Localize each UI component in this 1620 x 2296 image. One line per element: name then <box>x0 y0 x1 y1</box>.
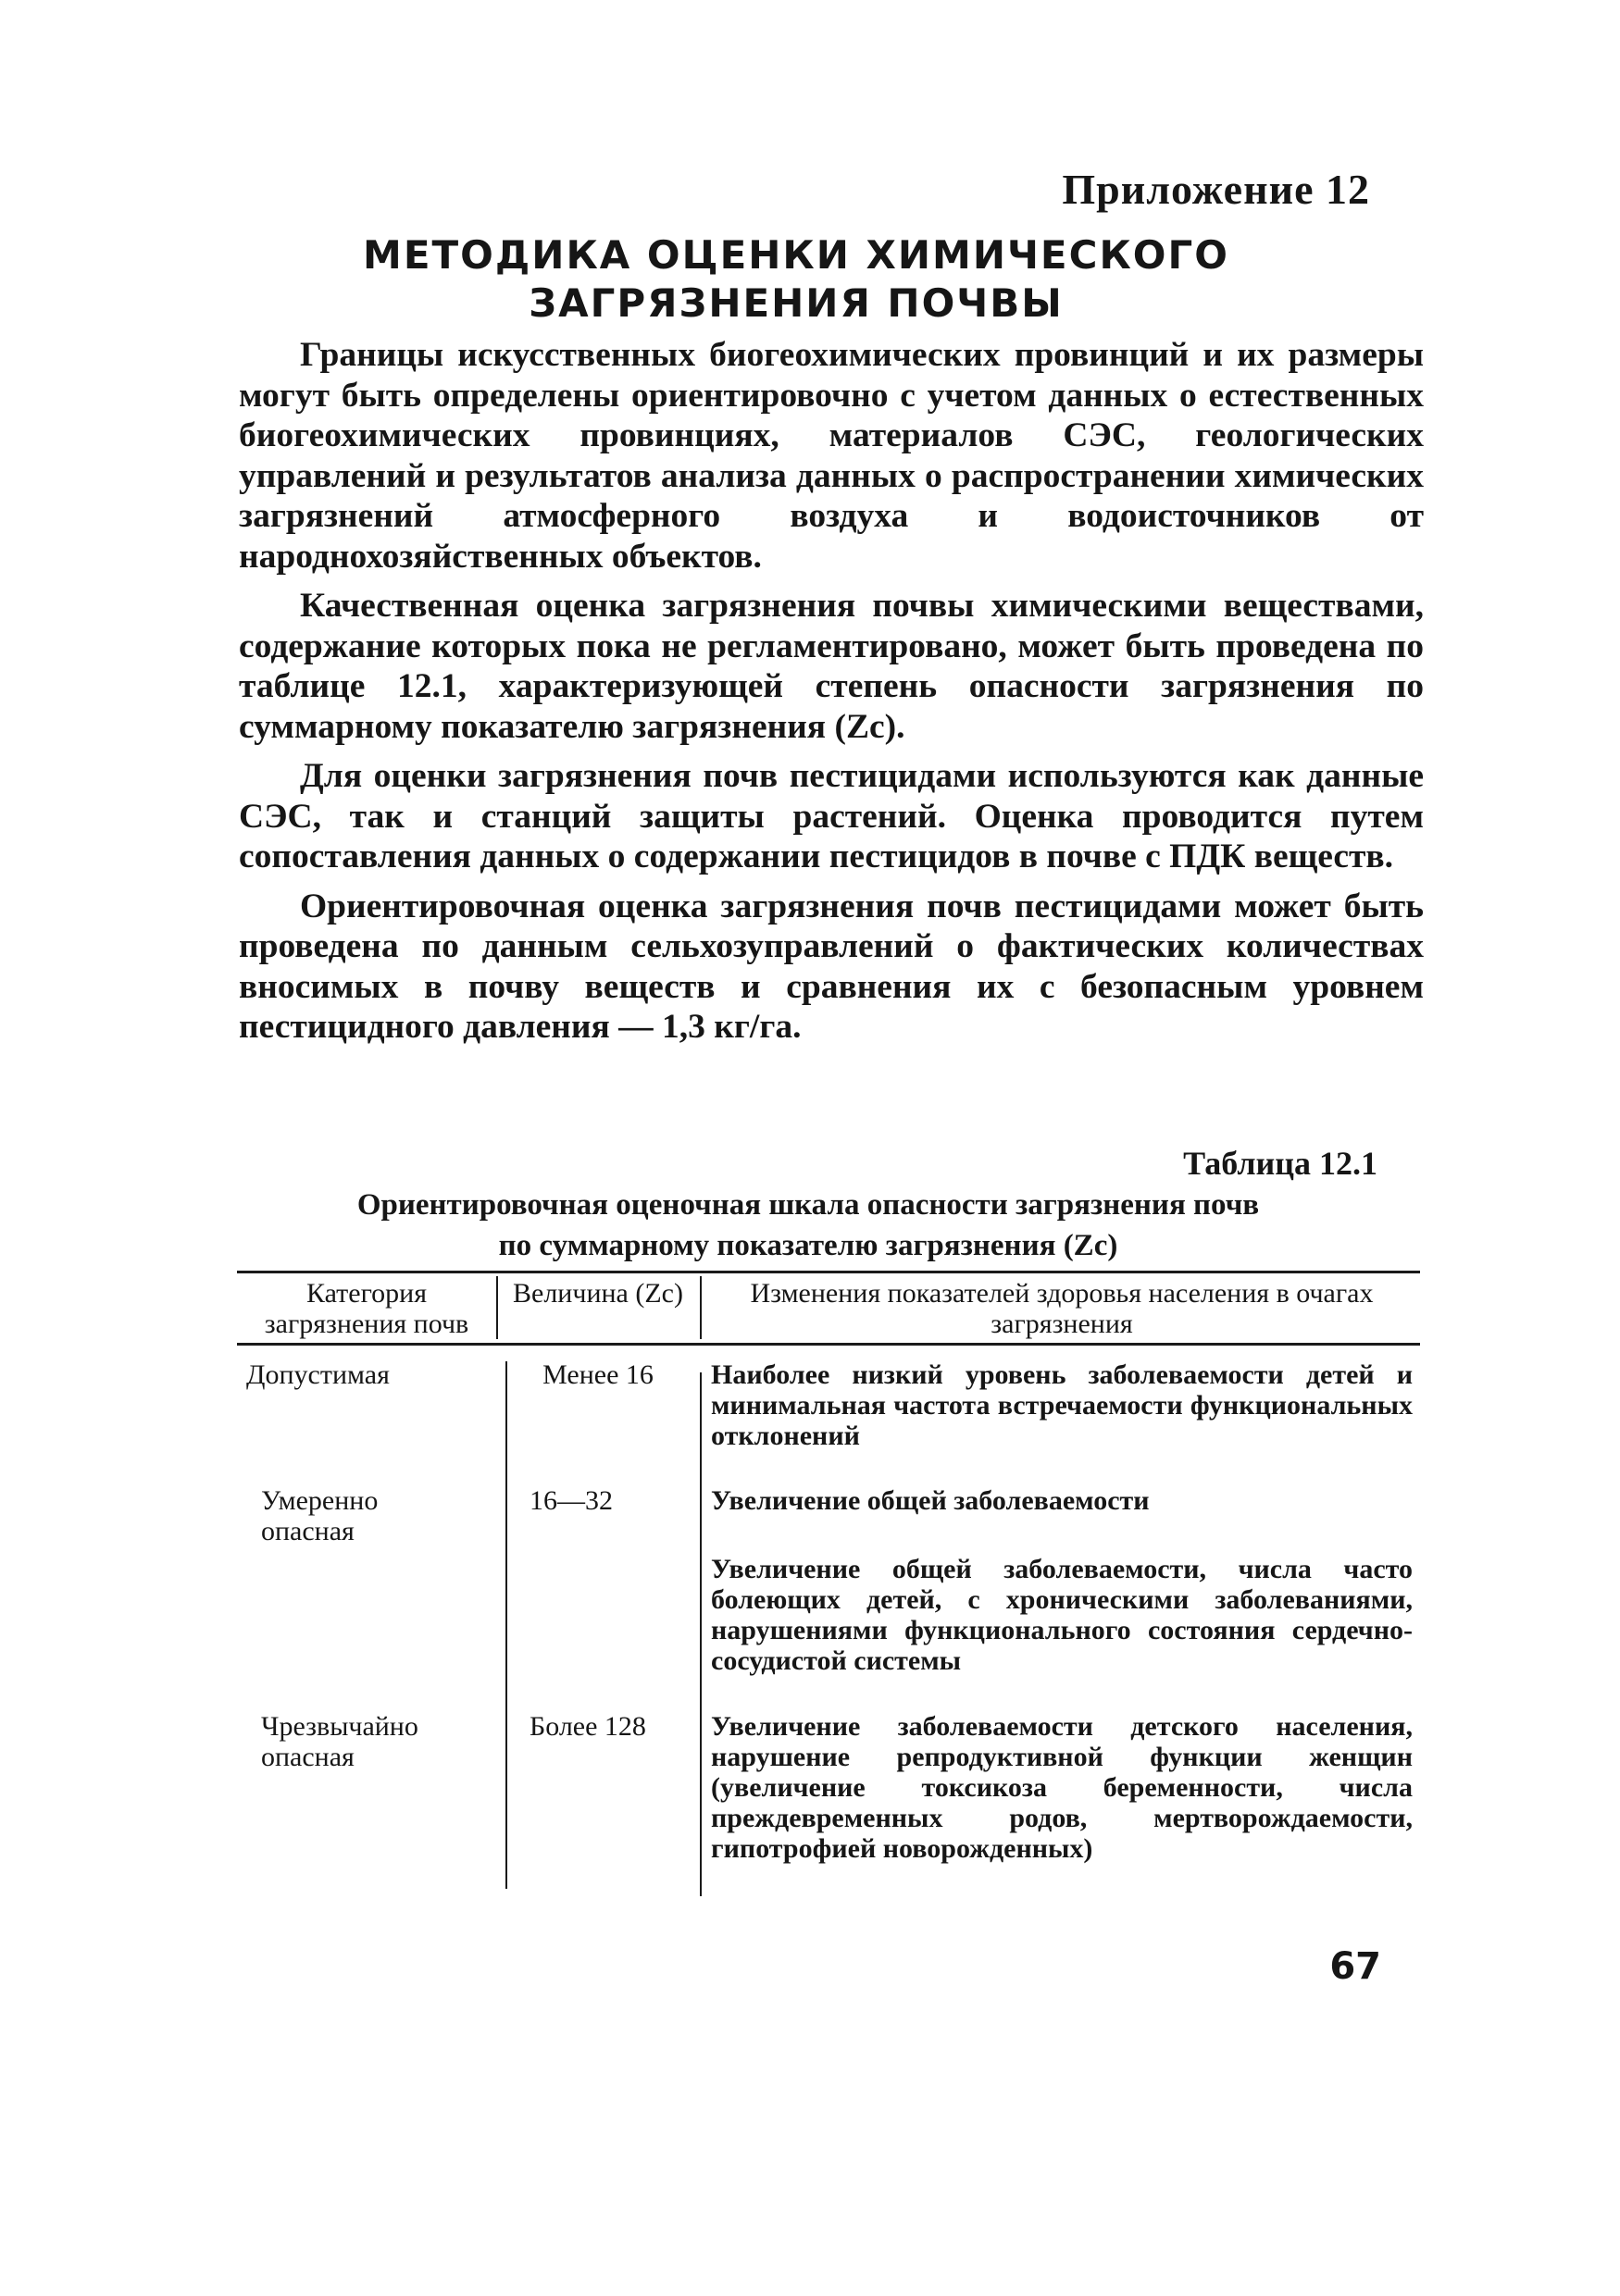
row-3-change: Увеличение общей заболеваемости, числа часто болеющих детей, с хроническими заболеваниями, нарушениями функционального состояния сердечно-сосудистой системы <box>711 1554 1413 1676</box>
appendix-label: Приложение 12 <box>1062 166 1370 213</box>
table-header-rule <box>237 1343 1420 1346</box>
page-number: 67 <box>1329 1945 1381 1988</box>
body-text <box>239 335 1424 1057</box>
paragraph-1: Границы искусственных биогеохимических провинций и их размеры могут быть определены ориентировочно с учетом данных о естественных биогеохимических провинциях, материалов СЭС, геологических управлений и результатов анализа данных о распространении химических загрязнений атмосферного воздуха и водоисточников от народнохозяйственных объектов. <box>239 336 1424 576</box>
row-2-value: 16—32 <box>530 1485 613 1516</box>
header-health-changes: Изменения показателей здоровья населения в очагах загрязнения <box>750 1278 1374 1339</box>
table-caption <box>239 1185 1377 1266</box>
table-caption-line-1: Ориентировочная оценочная шкала опасности загрязнения почв <box>356 1188 1260 1222</box>
paragraph-3: Для оценки загрязнения почв пестицидами используются как данные СЭС, так и станций защиты растений. Оценка проводится путем сопоставления данных о содержании пестицидов в почве с ПДК веществ. <box>239 757 1424 875</box>
page-title-line-2: ЗАГРЯЗНЕНИЯ ПОЧВЫ <box>529 280 1064 326</box>
row-4-change: Увеличение заболеваемости детского населения, нарушение репродуктивной функции женщин (увеличение токсикоза беременности, числа преждевременных родов, мертворождаемости, гипотрофией новорожденных) <box>711 1711 1413 1864</box>
table-top-rule <box>237 1271 1420 1273</box>
row-1-change: Наиболее низкий уровень заболеваемости детей и минимальная частота встречаемости функциональных отклонений <box>711 1359 1413 1451</box>
header-divider-2 <box>700 1276 702 1339</box>
row-4-value: Более 128 <box>530 1711 646 1742</box>
hazard-scale-table <box>237 1271 1420 1900</box>
header-divider-1 <box>496 1276 498 1339</box>
row-1-category: Допустимая <box>246 1359 390 1390</box>
row-4-category: Чрезвычайно опасная <box>261 1711 418 1772</box>
page-title-line-1: МЕТОДИКА ОЦЕНКИ ХИМИЧЕСКОГО <box>363 232 1229 278</box>
header-category: Категория загрязнения почв <box>264 1278 469 1339</box>
body-divider-2 <box>700 1372 702 1896</box>
row-2-category: Умеренно опасная <box>261 1485 379 1546</box>
header-value: Величина (Zc) <box>513 1278 683 1309</box>
table-number: Таблица 12.1 <box>1183 1145 1377 1182</box>
row-1-value: Менее 16 <box>542 1359 654 1390</box>
page-title <box>241 231 1352 328</box>
body-divider-1 <box>505 1361 507 1889</box>
paragraph-2: Качественная оценка загрязнения почвы химическими веществами, содержание которых пока не регламентировано, может быть проведена по таблице 12.1, характеризующей степень опасности загрязнения по суммарному показателю загрязнения (Zc). <box>239 587 1424 746</box>
paragraph-4: Ориентировочная оценка загрязнения почв пестицидами может быть проведена по данным сельхозуправлений о фактических количествах вносимых в почву веществ и сравнения их с безопасным уровнем пестицидного давления — 1,3 кг/га. <box>239 887 1424 1046</box>
row-2-change: Увеличение общей заболеваемости <box>711 1485 1150 1516</box>
table-caption-line-2: по суммарному показателю загрязнения (Zc) <box>498 1229 1118 1262</box>
